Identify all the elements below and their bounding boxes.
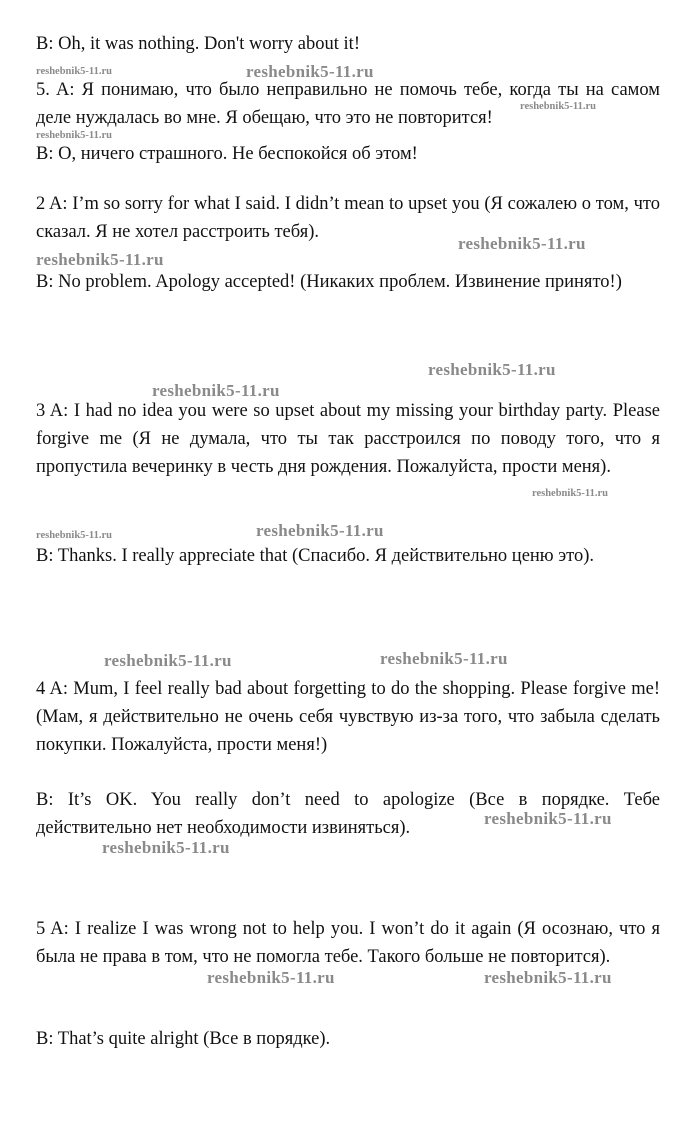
watermark: reshebnik5-11.ru: [380, 649, 508, 668]
line-b5: B: That’s quite alright (Все в порядке).: [36, 1029, 331, 1049]
line-b2: B: No problem. Apology accepted! (Никаких проблем. Извинение принято!): [36, 272, 622, 292]
line-a5-russian: 5. A: Я понимаю, что было неправильно не помочь тебе, когда ты на самом деле нуждалась во мне. Я обещаю, что это не повторится!: [36, 80, 660, 128]
line-b5-russian: B: О, ничего страшного. Не беспокойся об этом!: [36, 144, 418, 164]
line-a3: 3 A: I had no idea you were so upset about my missing your birthday party. Please forgive me (Я не думала, что ты так расстроился по поводу того, что я пропустила вечеринку в честь дня рождения. Пожалуйста, прости меня).: [36, 401, 660, 477]
watermark: reshebnik5-11.ru: [458, 234, 586, 253]
line-a2: 2 A: I’m so sorry for what I said. I didn’t mean to upset you (Я сожалею о том, что сказал. Я не хотел расстроить тебя).: [36, 194, 660, 242]
watermark: reshebnik5-11.ru: [36, 250, 164, 269]
watermark: reshebnik5-11.ru: [152, 381, 280, 400]
watermark: reshebnik5-11.ru: [256, 521, 384, 540]
line-a4: 4 A: Mum, I feel really bad about forgetting to do the shopping. Please forgive me! (Мам, я действительно не очень себя чувствую из-за того, что забыла сделать покупки. Пожалуйста, прости меня!): [36, 679, 660, 755]
watermark: reshebnik5-11.ru: [428, 360, 556, 379]
watermark: reshebnik5-11.ru: [102, 838, 230, 857]
watermark: reshebnik5-11.ru: [246, 62, 374, 81]
watermark: reshebnik5-11.ru: [484, 968, 612, 987]
watermark: reshebnik5-11.ru: [36, 66, 112, 77]
line-a5: 5 A: I realize I was wrong not to help you. I won’t do it again (Я осознаю, что я была не права в том, что не помогла тебе. Такого больше не повторится).: [36, 919, 660, 967]
line-b3: B: Thanks. I really appreciate that (Спасибо. Я действительно ценю это).: [36, 546, 595, 566]
line-b-oh-nothing: B: Oh, it was nothing. Don't worry about it!: [36, 34, 360, 54]
line-b4: B: It’s OK. You really don’t need to apologize (Все в порядке. Тебе действительно нет необходимости извиняться).: [36, 790, 660, 838]
watermark: reshebnik5-11.ru: [36, 130, 112, 141]
watermark: reshebnik5-11.ru: [207, 968, 335, 987]
watermark: reshebnik5-11.ru: [532, 488, 608, 499]
watermark: reshebnik5-11.ru: [484, 809, 612, 828]
watermark: reshebnik5-11.ru: [520, 101, 596, 112]
watermark: reshebnik5-11.ru: [104, 651, 232, 670]
watermark: reshebnik5-11.ru: [36, 530, 112, 541]
